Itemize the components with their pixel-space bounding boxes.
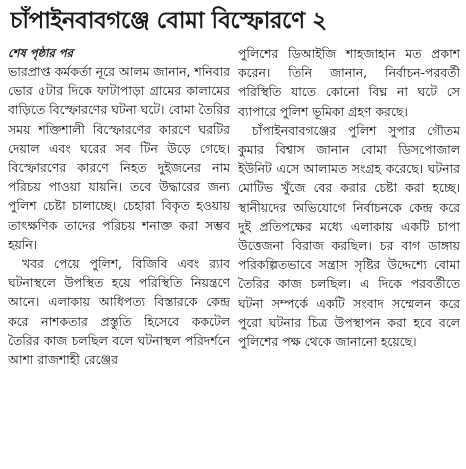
article-body xyxy=(8,44,460,369)
right-column xyxy=(238,44,460,369)
continued-from-label: শেষ পৃষ্ঠার পর xyxy=(8,46,73,60)
paragraph-3: পুলিশের ডিআইজি শাহজাহান মত প্রকাশ করেন। তিনি জানান, নির্বাচন-পরবর্তী পরিস্থিতি যাতে কোনো বিঘ্ন না ঘটে সে ব্যাপারে পুলিশ ভূমিকা গ্রহণ করছে। xyxy=(238,46,460,119)
paragraph-1: ভারপ্রাপ্ত কর্মকর্তা নূরে আলম জানান, শনিবার ভোর ৫টার দিকে ফাটাপাড়া গ্রামের কালামের বাড়িতে বিস্ফোরণের ঘটনা ঘটে। বোমা তৈরির সময় শক্তিশালী বিস্ফোরণের কারণে ঘরটির দেয়াল এবং ঘরের সব টিন উড়ে গেছে। বিস্ফোরণের কারণে নিহত দুইজনের নাম পরিচয় পাওয়া যায়নি। তবে উদ্ধারের জন্য পুলিশ চেষ্টা চালাচ্ছে। চেহারা বিকৃত হওয়ায় তাৎক্ষণিক তাদের পরিচয় শনাক্ত করা সম্ভব হয়নি। xyxy=(8,64,230,252)
left-column xyxy=(8,44,230,369)
paragraph-2: খবর পেয়ে পুলিশ, বিজিবি এবং র‌্যাব ঘটনাস্থলে উপস্থিত হয়ে পরিস্থিতি নিয়ন্ত্রণে আনে। এলাকায় আধিপত্য বিস্তারকে কেন্দ্র করে নাশকতার প্রস্তুতি হিসেবে ককটেল তৈরির কাজ চলছিল বলে ঘটনাস্থল পরিদর্শনে আশা রাজশাহী রেঞ্জের xyxy=(8,256,230,368)
paragraph-4: চাঁপাইনবাবগঞ্জের পুলিশ সুপার গৌতম কুমার বিশ্বাস জানান বোমা ডিসপোজাল ইউনিট এসে আলামত সংগ্রহ করেছে। ঘটনার মোটিভ খুঁজে বের করার চেষ্টা করা হচ্ছে। স্থানীয়দের অভিযোগে নির্বাচনকে কেন্দ্র করে দুই প্রতিপক্ষের মধ্যে এলাকায় একটি চাপা উত্তেজনা বিরাজ করছিল। চর বাগ ডাঙ্গায় পরিকল্পিতভাবে সন্ত্রাস সৃষ্টির উদ্দেশ্যে বোমা তৈরির কাজ চলছিল। এ দিকে পরবর্তীতে ঘটনা সম্পর্কে একটি সংবাদ সম্মেলন করে পুরো ঘটনার চিত্র উপস্থাপন করা হবে বলে পুলিশের পক্ষ থেকে জানানো হয়েছে। xyxy=(238,122,460,350)
headline: চাঁপাইনবাবগঞ্জে বোমা বিস্ফোরণে ২ xyxy=(10,8,327,34)
